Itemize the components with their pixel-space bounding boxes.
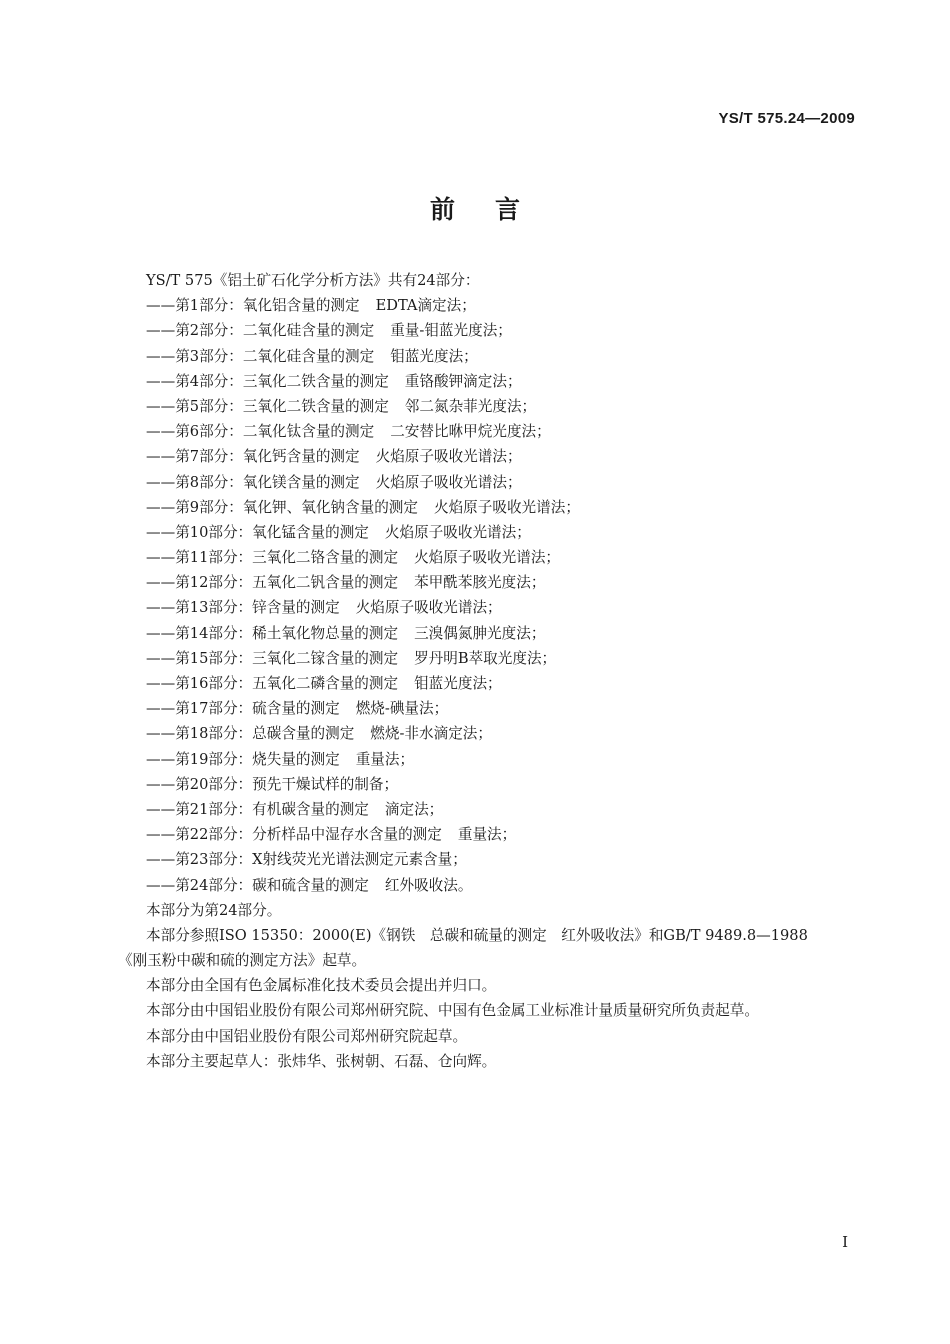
part-item [118, 293, 863, 318]
part-item [118, 344, 863, 369]
part-item [118, 847, 863, 872]
part-method: EDTA滴定法； [375, 297, 476, 315]
drafted-by-paragraph: 本部分由中国铝业股份有限公司郑州研究院起草。 [146, 1027, 468, 1045]
part-item [118, 621, 863, 646]
drafters-paragraph: 本部分主要起草人：张炜华、张树朝、石磊、仓向辉。 [146, 1052, 497, 1070]
part-label: ——第11部分：三氧化二铬含量的测定 [146, 549, 399, 567]
part-method: 火焰原子吸收光谱法； [375, 448, 522, 466]
part-label: ——第18部分：总碳含量的测定 [146, 725, 355, 743]
part-label: ——第3部分：二氧化硅含量的测定 [146, 347, 375, 365]
standard-code: YS/T 575.24—2009 [718, 110, 855, 127]
part-method: 钼蓝光度法； [390, 347, 478, 365]
this-part-paragraph: 本部分为第24部分。 [146, 901, 282, 919]
part-method: 罗丹明B萃取光度法； [414, 649, 557, 667]
part-label: ——第9部分：氧化钾、氧化钠含量的测定 [146, 498, 418, 516]
part-label: ——第15部分：三氧化二镓含量的测定 [146, 649, 399, 667]
part-item [118, 873, 863, 898]
part-label: ——第4部分：三氧化二铁含量的测定 [146, 372, 389, 390]
part-method: 火焰原子吸收光谱法； [414, 549, 561, 567]
part-method: 重量法； [457, 826, 517, 844]
part-item [118, 822, 863, 847]
responsible-paragraph: 本部分由中国铝业股份有限公司郑州研究院、中国有色金属工业标准计量质量研究所负责起草。 [146, 1002, 759, 1020]
part-item [118, 318, 863, 343]
part-item [118, 444, 863, 469]
part-item [118, 772, 863, 797]
reference-paragraph-line1: 本部分参照ISO 15350：2000(E)《钢铁 总碳和硫量的测定 红外吸收法》和GB/T 9489.8—1988 [146, 926, 808, 944]
part-label: ——第16部分：五氧化二磷含量的测定 [146, 675, 399, 692]
part-item [118, 696, 863, 721]
part-item [118, 646, 863, 671]
part-label: ——第21部分：有机碳含量的测定 [146, 800, 369, 818]
part-method: 滴定法； [384, 800, 444, 818]
part-label: ——第5部分：三氧化二铁含量的测定 [146, 397, 389, 415]
part-method: 三溴偶氮胂光度法； [414, 624, 546, 642]
intro-line: YS/T 575《铝土矿石化学分析方法》共有24部分： [146, 272, 480, 289]
part-method: 火焰原子吸收光谱法； [433, 498, 580, 516]
part-label: ——第8部分：氧化镁含量的测定 [146, 473, 360, 491]
part-label: ——第13部分：锌含量的测定 [146, 599, 340, 617]
part-item [118, 394, 863, 419]
part-item [118, 671, 863, 696]
part-label: ——第10部分：氧化锰含量的测定 [146, 523, 369, 541]
part-label: ——第1部分：氧化铝含量的测定 [146, 297, 360, 315]
part-label: ——第24部分：碳和硫含量的测定 [146, 876, 369, 894]
part-method: 钼蓝光度法； [414, 675, 502, 692]
page-title: 前言 [429, 195, 560, 224]
part-label: ——第7部分：氧化钙含量的测定 [146, 448, 360, 466]
part-item [118, 747, 863, 772]
part-item [118, 470, 863, 495]
part-item [118, 545, 863, 570]
part-item [118, 520, 863, 545]
part-label: ——第19部分：烧失量的测定 [146, 750, 340, 768]
part-method: 火焰原子吸收光谱法； [375, 473, 522, 491]
proposed-by-paragraph: 本部分由全国有色金属标准化技术委员会提出并归口。 [146, 977, 497, 995]
part-item [118, 419, 863, 444]
part-method: 燃烧-碘量法； [355, 700, 449, 718]
part-label: ——第12部分：五氧化二钒含量的测定 [146, 574, 399, 592]
part-method: 火焰原子吸收光谱法； [384, 523, 531, 541]
foreword-body [118, 268, 863, 1074]
part-label: ——第23部分：X射线荧光光谱法测定元素含量； [146, 851, 467, 869]
parts-list [118, 293, 863, 898]
part-label: ——第6部分：二氧化钛含量的测定 [146, 423, 375, 441]
part-item [118, 369, 863, 394]
part-method: 重量-钼蓝光度法； [390, 322, 512, 340]
part-method: 红外吸收法。 [384, 876, 473, 894]
reference-paragraph-line2: 《刚玉粉中碳和硫的测定方法》起草。 [118, 952, 367, 970]
part-item [118, 495, 863, 520]
part-method: 邻二氮杂菲光度法； [404, 397, 537, 415]
page-number: I [842, 1233, 848, 1251]
part-item [118, 595, 863, 620]
part-method: 火焰原子吸收光谱法； [355, 599, 502, 617]
part-item [118, 797, 863, 822]
part-label: ——第17部分：硫含量的测定 [146, 700, 340, 718]
part-item [118, 721, 863, 746]
part-method: 重铬酸钾滴定法； [404, 372, 522, 390]
part-label: ——第2部分：二氧化硅含量的测定 [146, 322, 375, 340]
part-method: 燃烧-非水滴定法； [370, 725, 492, 743]
part-label: ——第22部分：分析样品中湿存水含量的测定 [146, 826, 442, 844]
part-method: 二安替比咻甲烷光度法； [390, 423, 551, 441]
part-label: ——第14部分：稀土氧化物总量的测定 [146, 624, 399, 642]
part-item [118, 570, 863, 595]
part-method: 重量法； [355, 750, 415, 768]
part-label: ——第20部分：预先干燥试样的制备； [146, 775, 399, 793]
part-method: 苯甲酰苯胲光度法； [414, 574, 546, 592]
